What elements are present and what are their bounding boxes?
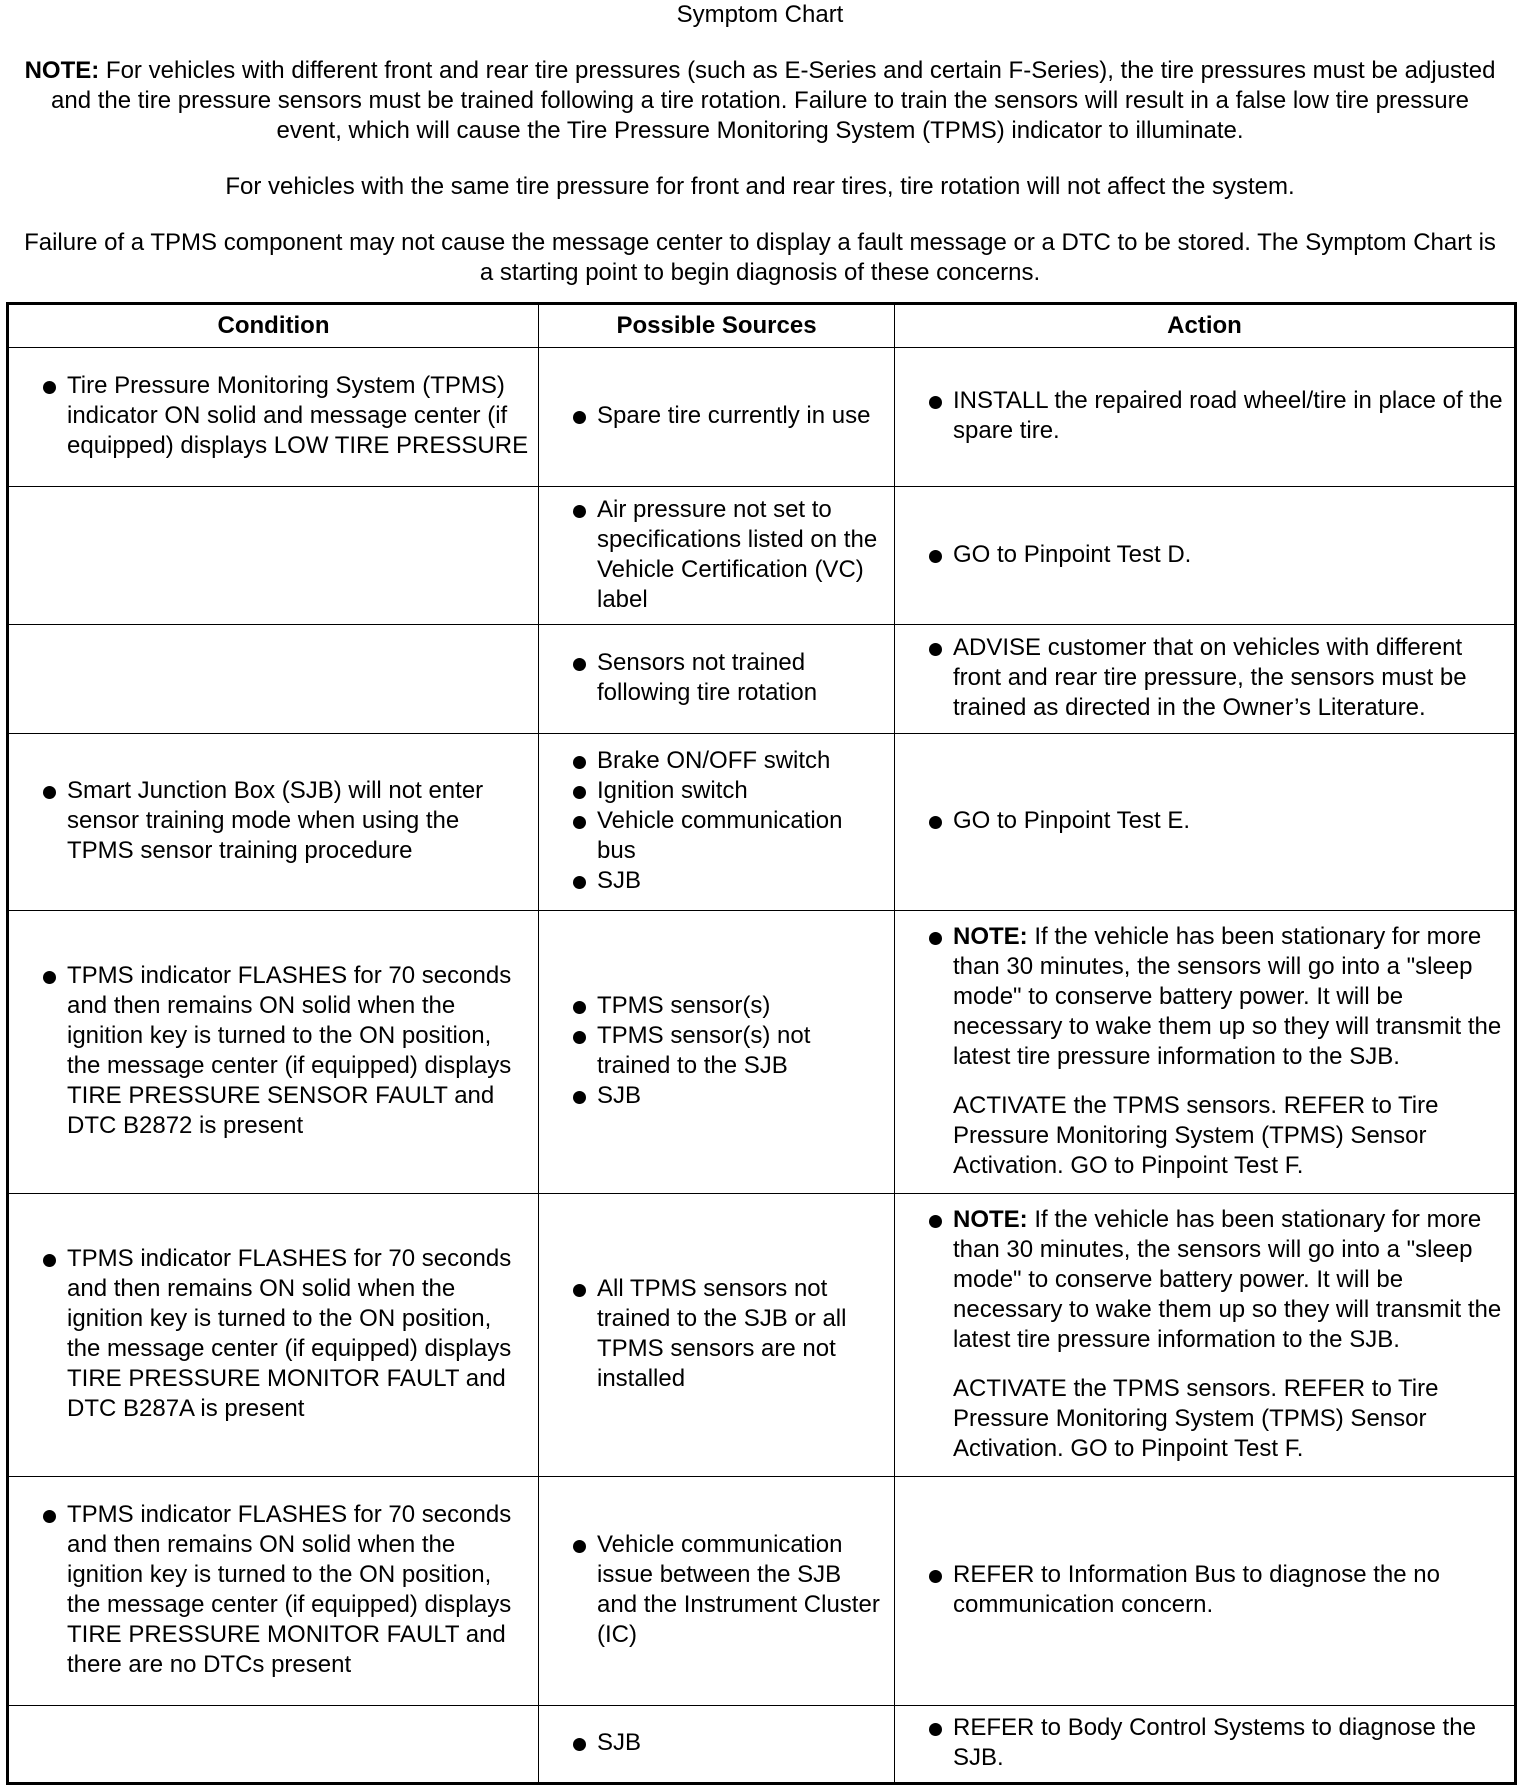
note-label: NOTE:	[24, 57, 100, 84]
action-cell	[895, 625, 1516, 734]
condition-cell	[8, 487, 539, 625]
condition-cell	[8, 734, 539, 911]
action-cell	[895, 1194, 1516, 1477]
sources-cell	[539, 734, 895, 911]
action-text: REFER to Body Control Systems to diagnose the SJB.	[903, 1713, 1506, 1773]
action-note-text: If the vehicle has been stationary for more than 30 minutes, the sensors will go into a "sleep mode" to conserve battery power. It will be necessary to wake them up so they will transmit the latest tire pressure information to the SJB.	[953, 922, 1502, 1070]
action-extra: ACTIVATE the TPMS sensors. REFER to Tire Pressure Monitoring System (TPMS) Sensor Activation. GO to Pinpoint Test F.	[953, 1091, 1439, 1179]
failure-paragraph: Failure of a TPMS component may not cause the message center to display a fault message or a DTC to be stored. The Symptom Chart is a starting point to begin diagnosis of these concerns.	[24, 229, 1496, 286]
condition-cell	[8, 625, 539, 734]
action-note-label: NOTE:	[953, 1205, 1028, 1233]
symptom-chart-table	[6, 302, 1517, 1785]
sources-cell	[539, 911, 895, 1194]
action-cell	[895, 1477, 1516, 1706]
source-item: SJB	[547, 1081, 886, 1111]
rotation-paragraph: For vehicles with the same tire pressure for front and rear tires, tire rotation will not affect the system.	[225, 173, 1295, 200]
page-title: Symptom Chart	[676, 1, 844, 28]
condition-text: TPMS indicator FLASHES for 70 seconds and then remains ON solid when the ignition key is turned to the ON position, the message center (if equipped) displays TIRE PRESSURE SENSOR FAULT and DTC B2872 is present	[17, 961, 530, 1141]
condition-cell	[8, 1706, 539, 1784]
condition-cell	[8, 1477, 539, 1706]
source-item: Air pressure not set to specifications listed on the Vehicle Certification (VC) label	[547, 495, 886, 615]
source-item: Spare tire currently in use	[547, 401, 886, 431]
action-note	[903, 1205, 1506, 1355]
condition-text: TPMS indicator FLASHES for 70 seconds and then remains ON solid when the ignition key is turned to the ON position, the message center (if equipped) displays TIRE PRESSURE MONITOR FAULT and there are no DTCs present	[17, 1500, 530, 1680]
action-cell	[895, 487, 1516, 625]
action-note-text: If the vehicle has been stationary for more than 30 minutes, the sensors will go into a "sleep mode" to conserve battery power. It will be necessary to wake them up so they will transmit the latest tire pressure information to the SJB.	[953, 1205, 1502, 1353]
action-note-label: NOTE:	[953, 922, 1028, 950]
table-row	[8, 625, 1516, 734]
source-item: SJB	[547, 866, 886, 896]
action-extra: ACTIVATE the TPMS sensors. REFER to Tire Pressure Monitoring System (TPMS) Sensor Activation. GO to Pinpoint Test F.	[953, 1374, 1439, 1462]
source-item: TPMS sensor(s) not trained to the SJB	[547, 1021, 886, 1081]
table-row	[8, 911, 1516, 1194]
condition-cell	[8, 348, 539, 487]
action-text: INSTALL the repaired road wheel/tire in place of the spare tire.	[903, 386, 1506, 446]
table-row	[8, 1477, 1516, 1706]
condition-text: TPMS indicator FLASHES for 70 seconds and then remains ON solid when the ignition key is turned to the ON position, the message center (if equipped) displays TIRE PRESSURE MONITOR FAULT and DTC B287A is present	[17, 1244, 530, 1424]
action-cell	[895, 911, 1516, 1194]
source-item: SJB	[547, 1728, 886, 1758]
source-item: TPMS sensor(s)	[547, 991, 886, 1021]
action-cell	[895, 348, 1516, 487]
action-cell	[895, 734, 1516, 911]
sources-cell	[539, 625, 895, 734]
action-text: GO to Pinpoint Test D.	[903, 540, 1506, 570]
action-note	[903, 922, 1506, 1072]
header-sources: Possible Sources	[539, 304, 895, 348]
table-header-row	[8, 304, 1516, 348]
action-cell	[895, 1706, 1516, 1784]
table-row	[8, 1194, 1516, 1477]
action-text: ADVISE customer that on vehicles with different front and rear tire pressure, the sensors must be trained as directed in the Owner’s Literature.	[903, 633, 1506, 723]
source-item: Sensors not trained following tire rotation	[547, 648, 886, 708]
source-item: Vehicle communication issue between the SJB and the Instrument Cluster (IC)	[547, 1530, 886, 1650]
condition-cell	[8, 1194, 539, 1477]
sources-cell	[539, 487, 895, 625]
condition-text: Smart Junction Box (SJB) will not enter sensor training mode when using the TPMS sensor training procedure	[17, 776, 530, 866]
source-item: Ignition switch	[547, 776, 886, 806]
action-text: REFER to Information Bus to diagnose the no communication concern.	[903, 1560, 1506, 1620]
table-row	[8, 348, 1516, 487]
source-item: Brake ON/OFF switch	[547, 746, 886, 776]
action-text: GO to Pinpoint Test E.	[903, 806, 1506, 836]
table-row	[8, 734, 1516, 911]
sources-cell	[539, 1194, 895, 1477]
table-row	[8, 487, 1516, 625]
header-condition: Condition	[8, 304, 539, 348]
sources-cell	[539, 348, 895, 487]
header-action: Action	[895, 304, 1516, 348]
condition-cell	[8, 911, 539, 1194]
source-item: Vehicle communication bus	[547, 806, 886, 866]
condition-text: Tire Pressure Monitoring System (TPMS) indicator ON solid and message center (if equipped) displays LOW TIRE PRESSURE	[17, 371, 530, 461]
sources-cell	[539, 1477, 895, 1706]
note-text: For vehicles with different front and rear tire pressures (such as E-Series and certain F-Series), the tire pressures must be adjusted and the tire pressure sensors must be trained following a tire rotation. Failure to train the sensors will result in a false low tire pressure event, which will cause the Tire Pressure Monitoring System (TPMS) indicator to illuminate.	[51, 57, 1496, 144]
note-paragraph	[18, 56, 1502, 146]
source-item: All TPMS sensors not trained to the SJB or all TPMS sensors are not installed	[547, 1274, 886, 1394]
sources-cell	[539, 1706, 895, 1784]
table-row	[8, 1706, 1516, 1784]
